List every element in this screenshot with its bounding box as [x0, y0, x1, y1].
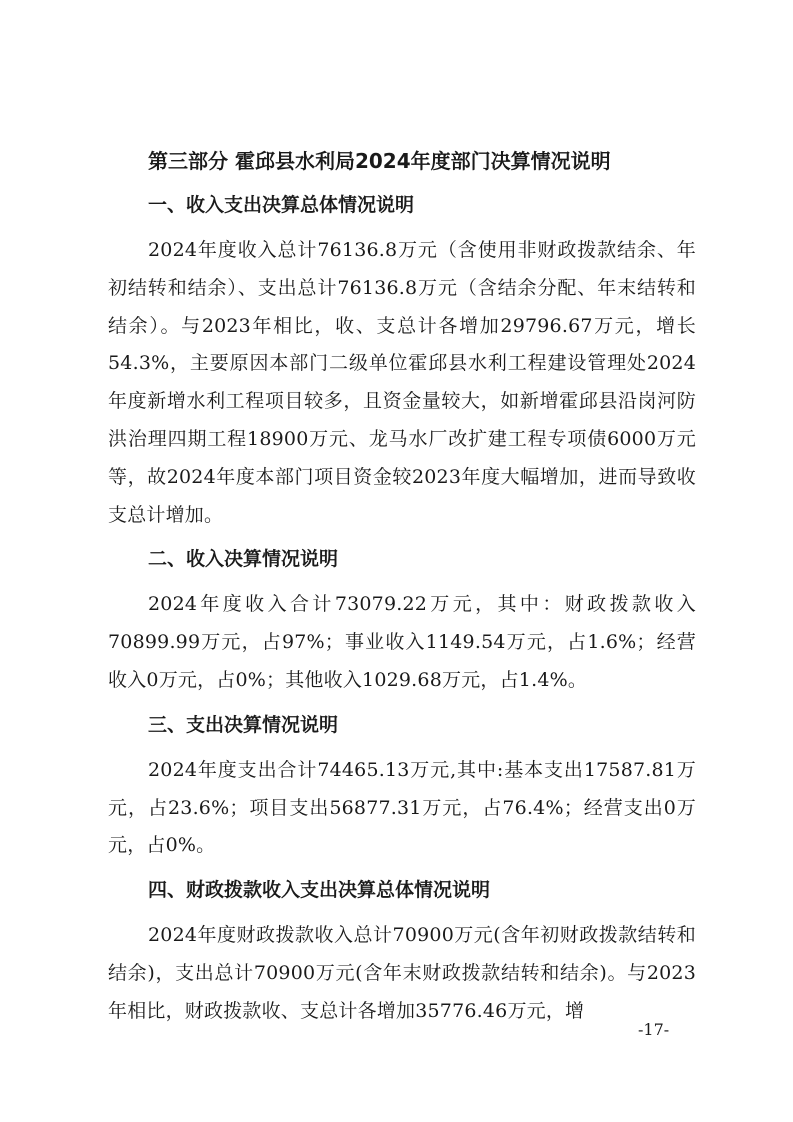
section-paragraph-fiscal-appropriation: 2024年度财政拨款收入总计70900万元(含年初财政拨款结转和结余)，支出总计70900万元(含年末财政拨款结转和结余)。与2023年相比，财政拨款收、支总计各增加35776.46万元，增 [108, 924, 696, 1022]
section-paragraph-expenditure: 2024年度支出合计74465.13万元,其中:基本支出17587.81万元，占23.6%；项目支出56877.31万元，占76.4%；经营支出0万元，占0%。 [108, 758, 696, 857]
part-title: 第三部分 霍邱县水利局2024年度部门决算情况说明 [148, 149, 611, 173]
section-heading-expenditure: 三、支出决算情况说明 [148, 713, 339, 736]
document-page [108, 146, 696, 1041]
section-paragraph-overall: 2024年度收入总计76136.8万元（含使用非财政拨款结余、年初结转和结余）、支出总计76136.8万元（含结余分配、年末结转和结余）。与2023年相比，收、支总计各增加29796.67万元，增长54.3%，主要原因本部门二级单位霍邱县水利工程建设管理处2024年度新增水利工程项目较多，且资金量较大，如新增霍邱县沿岗河防洪治理四期工程18900万元、龙马水厂改扩建工程专项债6000万元等，故2024年度本部门项目资金较2023年度大幅增加，进而导致收支总计增加。 [108, 239, 696, 526]
section-overall [108, 190, 696, 534]
section-heading-income: 二、收入决算情况说明 [148, 548, 339, 571]
section-expenditure [108, 710, 696, 865]
section-heading-overall: 一、收入支出决算总体情况说明 [148, 194, 415, 216]
section-heading-fiscal-appropriation: 四、财政拨款收入支出决算总体情况说明 [148, 879, 491, 902]
section-income [108, 544, 696, 699]
section-paragraph-income: 2024年度收入合计73079.22万元，其中：财政拨款收入70899.99万元，占97%；事业收入1149.54万元，占1.6%；经营收入0万元，占0%；其他收入1029.68万元，占1.4%。 [108, 593, 696, 691]
page-number: -17- [638, 1020, 670, 1039]
section-fiscal-appropriation [108, 875, 696, 1030]
